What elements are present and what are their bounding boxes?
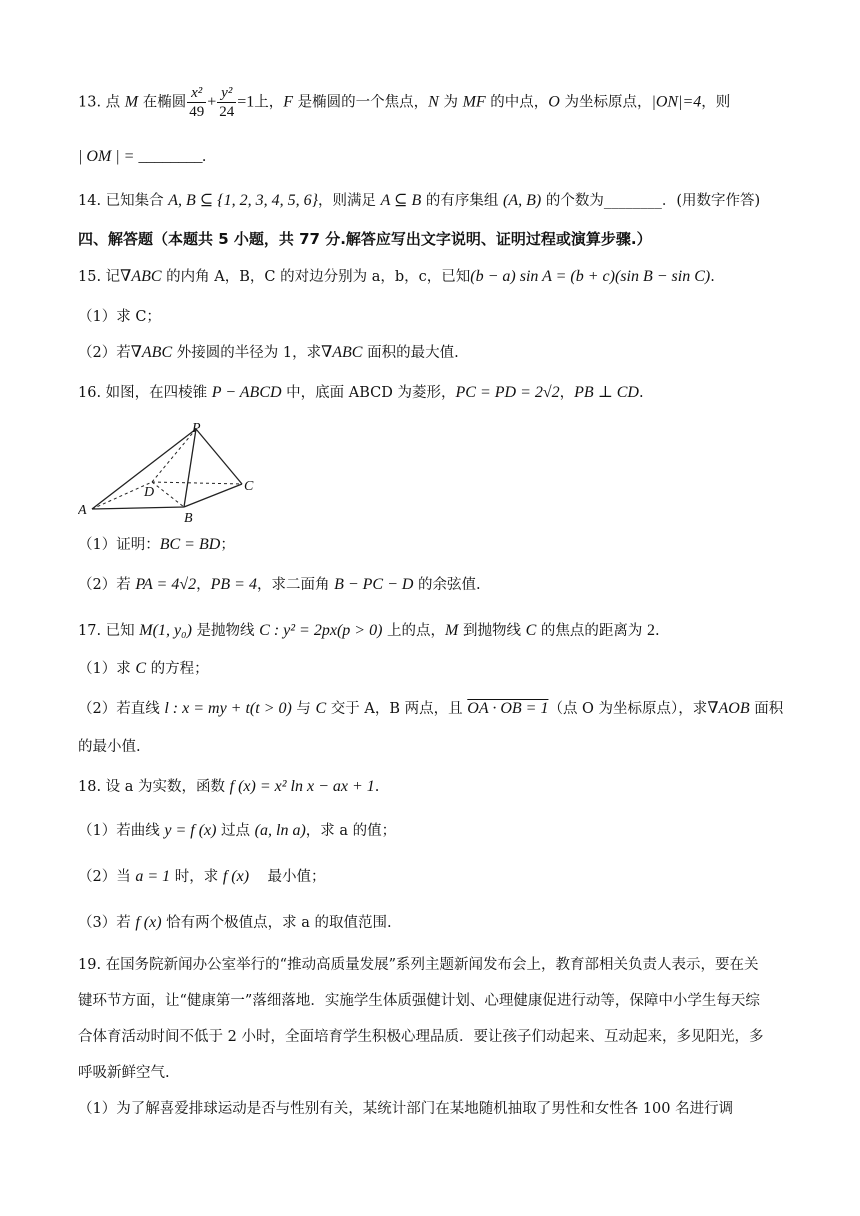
- edge-pb: [184, 429, 196, 507]
- q18-text: （2）当: [78, 869, 136, 885]
- q17-text: （2）若直线: [78, 701, 165, 717]
- q19-line5: （1）为了解喜爱排球运动是否与性别有关，某统计部门在某地随机抽取了男性和女性各 100 名进行调: [78, 1101, 734, 1117]
- q13-frac-num: x²: [187, 84, 206, 103]
- q17-c: C: [315, 700, 327, 717]
- q16-text: （2）若: [78, 577, 136, 593]
- q17-text: （点 O 为坐标原点），求: [548, 701, 708, 717]
- q15-triangle: ∇ABC: [130, 344, 173, 361]
- q16-text: 16. 如图，在四棱锥: [78, 385, 212, 401]
- q13-text: 13. 点: [78, 94, 125, 111]
- q18-text: （3）若: [78, 915, 136, 931]
- q18-fx: f (x): [135, 914, 162, 931]
- q17-text: 与: [291, 701, 316, 717]
- q17-c: C: [135, 660, 147, 677]
- q14-text: 14. 已知集合: [78, 193, 169, 209]
- q18-text: （1）若曲线: [78, 823, 165, 839]
- q18-text: 18. 设 a 为实数，函数: [78, 779, 230, 795]
- q14-subset: A ⊆ B: [380, 192, 422, 209]
- q13-text: 为坐标原点，: [559, 94, 652, 111]
- section-heading: 四、解答题（本题共 5 小题，共 77 分.解答应写出文字说明、证明过程或演算步骤.）: [78, 230, 652, 248]
- q17-line-l: l : x = my + t(t > 0): [164, 700, 292, 717]
- q18-text: 过点: [216, 823, 255, 839]
- q14-set: A, B ⊆ {1, 2, 3, 4, 5, 6}: [168, 192, 319, 209]
- q17-c: C: [525, 622, 537, 639]
- q17-point: M(1, y₀): [139, 622, 192, 639]
- q17-text: 的方程；: [146, 661, 209, 677]
- q18-line: [78, 776, 800, 798]
- q13-line2: | OM | = ________.: [78, 148, 207, 165]
- q16-part1: [78, 534, 800, 556]
- q13-frac-num: y²: [217, 84, 236, 103]
- pyramid-diagram: [78, 420, 268, 525]
- q16-text: 的余弦值.: [413, 577, 481, 593]
- q15-text: 面积的最大值.: [362, 345, 459, 361]
- q14-pair: (A, B): [503, 192, 542, 209]
- q17-text: 上的点，: [382, 623, 446, 639]
- q17-text: 面积: [749, 701, 784, 717]
- q19-line1: 19. 在国务院新闻办公室举行的“推动高质量发展”系列主题新闻发布会上，教育部相关负责人表示，要在关: [78, 957, 759, 973]
- edge-bc: [184, 484, 242, 507]
- q16-text: ，: [559, 385, 575, 401]
- q15-triangle: ∇ABC: [120, 268, 162, 285]
- q13-text: 的中点，: [485, 94, 549, 111]
- q17-part1: [78, 658, 800, 680]
- q17-line: [78, 620, 800, 642]
- q13-var-f: F: [283, 93, 294, 111]
- edge-db: [152, 482, 184, 507]
- q16-pyramid: P − ABCD: [211, 384, 282, 401]
- q15-part1: （1）求 C；: [78, 309, 161, 325]
- q18-fx: f (x): [222, 868, 250, 885]
- q15-text: 15. 记: [78, 269, 121, 285]
- q18-a-eq-1: a = 1: [135, 868, 171, 885]
- q18-text: 最小值；: [249, 869, 326, 885]
- q18-text: 时，求: [170, 869, 223, 885]
- q13-text: 为: [438, 94, 463, 111]
- q16-text: ；: [220, 537, 235, 553]
- q19-line3: 合体育活动时间不低于 2 小时，全面培育学生积极心理品质．要让孩子们动起来、互动起来，多见阳光，多: [78, 1029, 764, 1045]
- q13-line1: [78, 84, 800, 121]
- q16-dihedral: B − PC − D: [334, 576, 414, 593]
- q19-line4: 呼吸新鲜空气.: [78, 1065, 170, 1081]
- q16-part2: [78, 574, 800, 596]
- q15-equation: (b − a) sin A = (b + c)(sin B − sin C): [470, 268, 711, 285]
- q16-pb: PB = 4: [210, 576, 257, 593]
- edge-dc: [152, 482, 242, 484]
- q16-line: [78, 382, 800, 404]
- q17-part2: [78, 698, 800, 720]
- q14-text: 的有序集组: [421, 193, 504, 209]
- q16-perp: PB ⊥ CD: [574, 384, 639, 401]
- q16-pa: PA = 4√2: [135, 576, 197, 593]
- label-b: B: [184, 511, 193, 525]
- q17-text: 交于 A，B 两点，且: [326, 701, 468, 717]
- q13-text: ，则: [701, 94, 731, 111]
- q17-text: 的焦点的距离为: [536, 623, 647, 639]
- q13-frac-den: 24: [219, 104, 235, 120]
- q18-part2: [78, 866, 800, 888]
- q18-part3: [78, 912, 800, 934]
- edge-ab: [92, 507, 184, 509]
- q16-text: ，: [196, 577, 211, 593]
- q16-bc-bd: BC = BD: [159, 536, 221, 553]
- q17-dot-product: OA · OB = 1: [467, 700, 549, 717]
- label-d: D: [144, 485, 155, 500]
- q13-text: 在椭圆: [138, 94, 187, 111]
- q17-m: M: [445, 622, 459, 639]
- q14-text: 的个数为________．(用数字作答): [541, 193, 761, 209]
- q15-part2: [78, 342, 800, 364]
- q17-text: 到抛物线: [458, 623, 526, 639]
- q17-part2-cont: 的最小值.: [78, 739, 141, 755]
- q15-line: [78, 266, 800, 288]
- q17-text: 17. 已知: [78, 623, 140, 639]
- q14-text: ，则满足: [318, 193, 381, 209]
- q17-parabola: C : y² = 2px(p > 0): [259, 622, 383, 639]
- q13-fraction-x: [187, 84, 206, 121]
- q14-line: [78, 190, 800, 212]
- q16-text: .: [638, 385, 644, 401]
- q16-eq: PC = PD = 2√2: [455, 384, 560, 401]
- pyramid-figure: [78, 420, 268, 529]
- q13-fraction-y: [217, 84, 236, 121]
- q13-var-m: M: [124, 93, 139, 111]
- q18-point: (a, ln a): [254, 822, 306, 839]
- q18-text: ，求 a 的值；: [305, 823, 397, 839]
- q13-var-n: N: [428, 93, 439, 111]
- q13-frac-den: 49: [189, 104, 205, 120]
- q18-curve: y = f (x): [164, 822, 217, 839]
- q17-text: .: [654, 623, 660, 639]
- q17-two: 2: [646, 622, 655, 639]
- q15-triangle: ∇ABC: [321, 344, 363, 361]
- q17-text: 是抛物线: [191, 623, 260, 639]
- q13-text: 是椭圆的一个焦点，: [293, 94, 429, 111]
- q13-text: 上，: [254, 94, 284, 111]
- q15-text: 的内角 A，B，C 的对边分别为 a，b，c，已知: [161, 269, 471, 285]
- q15-text: 外接圆的半径为 1，求: [172, 345, 322, 361]
- q18-text: 恰有两个极值点，求 a 的取值范围.: [161, 915, 392, 931]
- q16-text: （1）证明：: [78, 537, 160, 553]
- q13-eq: =1: [237, 93, 255, 111]
- q17-text: （1）求: [78, 661, 136, 677]
- q13-var-o: O: [548, 93, 560, 111]
- q16-text: 中，底面 ABCD 为菱形，: [281, 385, 456, 401]
- label-a: A: [78, 503, 87, 518]
- q18-function: f (x) = x² ln x − ax + 1: [229, 778, 375, 795]
- edge-pc: [196, 429, 242, 484]
- q16-text: ，求二面角: [256, 577, 335, 593]
- q13-on: |ON|=4: [651, 93, 702, 111]
- q13-var-mf: MF: [462, 93, 486, 111]
- label-c: C: [244, 479, 254, 494]
- q15-text: .: [710, 269, 715, 285]
- q13-plus: +: [207, 93, 217, 111]
- q19-line2: 键环节方面，让“健康第一”落细落地．实施学生体质强健计划、心理健康促进行动等，保障中小学生每天综: [78, 993, 760, 1009]
- q17-triangle: ∇AOB: [707, 700, 750, 717]
- q15-text: （2）若: [78, 345, 131, 361]
- q18-text: .: [374, 779, 380, 795]
- label-p: P: [192, 421, 201, 436]
- q18-part1: [78, 820, 800, 842]
